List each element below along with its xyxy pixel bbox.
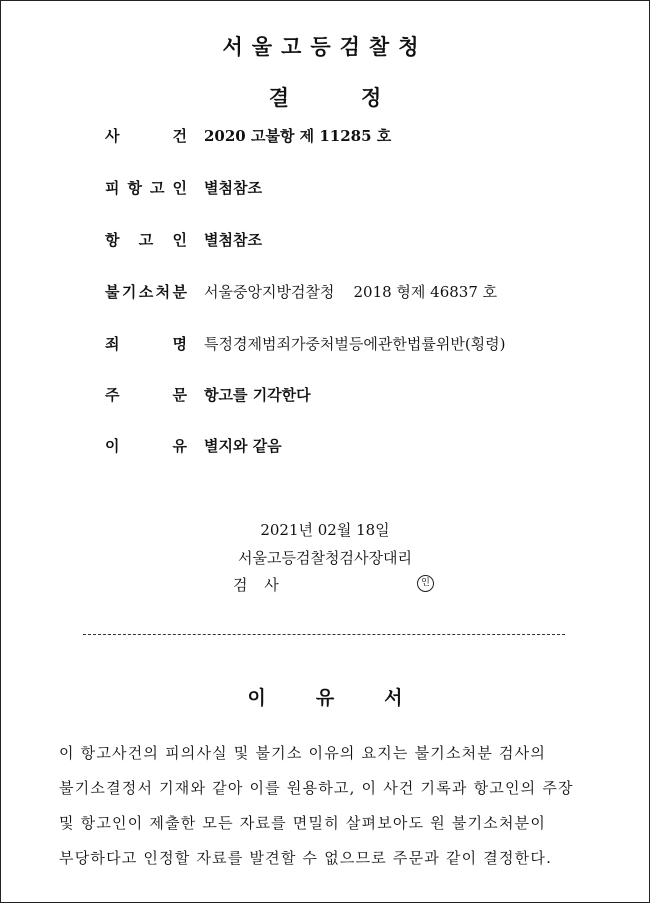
field-label [105, 177, 187, 198]
field-label-char: 인 [172, 179, 187, 197]
field-label-char: 명 [172, 335, 187, 353]
reason-body [59, 736, 604, 876]
field-label-char: 고 [150, 179, 165, 197]
field-label-char: 문 [172, 386, 187, 404]
field-label-char: 기 [121, 283, 137, 301]
field-label [105, 333, 187, 354]
field-label-char: 죄 [105, 335, 120, 353]
field-value: 별첨참조 [204, 231, 262, 249]
field-label-char: 분 [172, 283, 187, 301]
section-divider [83, 634, 565, 635]
field-label-char: 인 [172, 231, 187, 249]
field-label-char: 이 [105, 437, 120, 455]
field-label [105, 384, 187, 405]
seal-mark: 인 [417, 575, 434, 592]
field-label [105, 229, 187, 250]
document-title-left: 결 [268, 85, 289, 110]
reason-line: 및 항고인이 제출한 모든 자료를 면밀히 살펴보아도 원 불기소처분이 [59, 814, 547, 832]
reason-line: 부당하다고 인정할 자료를 발견할 수 없으므로 주문과 같이 결정한다. [59, 849, 553, 867]
field-value: 2020 고불항 제 11285 호 [204, 127, 392, 145]
field-label-char: 유 [172, 437, 187, 455]
field-value: 항고를 기각한다 [204, 386, 311, 404]
field-label-char: 건 [172, 127, 187, 145]
reason-title-left: 이 [247, 687, 266, 709]
field-value: 서울중앙지방검찰청 2018 형제 46837 호 [204, 283, 498, 301]
field-label-char: 불 [105, 283, 120, 301]
field-label-char: 고 [138, 231, 154, 249]
issuing-office: 서울고등검찰청검사장대리 [238, 549, 412, 567]
field-label-char: 주 [105, 386, 120, 404]
field-value: 특정경제범죄가중처벌등에관한법률위반(횡령) [204, 335, 506, 353]
field-label-char: 항 [105, 231, 120, 249]
office-title: 서울고등검찰청 [222, 34, 428, 59]
field-label-char: 사 [105, 127, 120, 145]
decision-date: 2021년 02월 18일 [260, 521, 390, 539]
reason-line: 이 항고사건의 피의사실 및 불기소 이유의 요지는 불기소처분 검사의 [59, 744, 547, 762]
document-title [1, 82, 649, 112]
document-title-right: 정 [361, 85, 382, 110]
reason-title [1, 683, 649, 710]
field-label [105, 125, 187, 146]
reason-line: 불기소결정서 기재와 같아 이를 원용하고, 이 사건 기록과 항고인의 주장 [59, 779, 574, 797]
field-label-char: 항 [127, 179, 142, 197]
reason-title-right: 서 [384, 687, 403, 709]
prosecutor-label: 검 사 [233, 576, 285, 594]
field-label-char: 피 [105, 179, 120, 197]
field-label-char: 소 [138, 283, 154, 301]
field-value: 별첨참조 [204, 179, 262, 197]
field-label-char: 처 [155, 283, 171, 301]
field-value: 별지와 같음 [204, 437, 282, 455]
reason-title-mid: 유 [315, 687, 335, 709]
field-label [105, 281, 187, 302]
field-label [105, 435, 187, 456]
